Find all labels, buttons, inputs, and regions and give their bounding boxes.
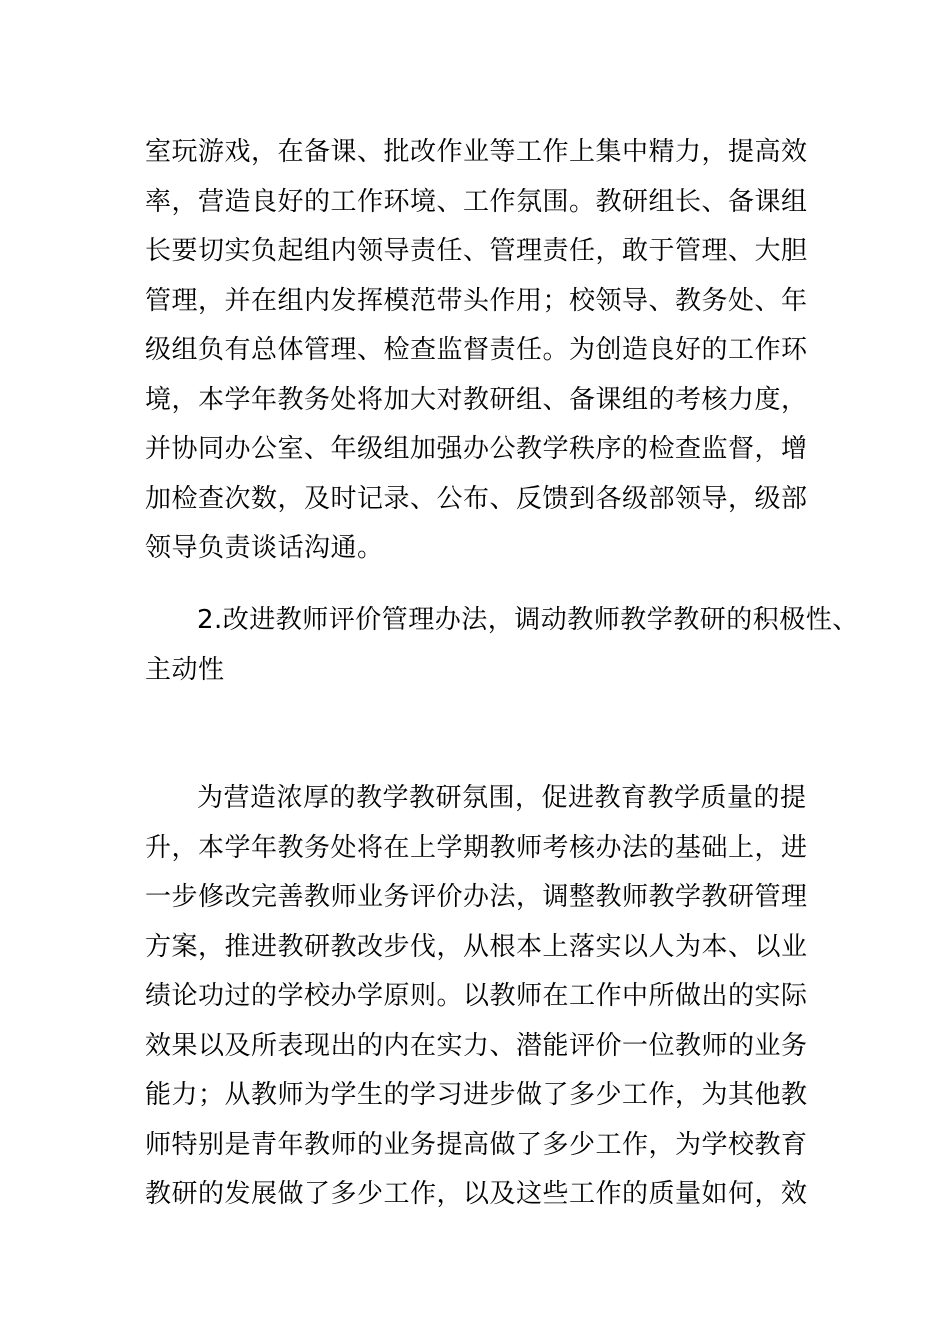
paragraph-line: 室玩游戏，在备课、批改作业等工作上集中精力，提高效 [145,137,808,167]
paragraph-line: 管理，并在组内发挥模范带头作用；校领导、教务处、年 [145,285,808,316]
heading-line: 2.改进教师评价管理办法，调动教师教学教研的积极性、 [197,605,859,635]
paragraph-line: 领导负责谈话沟通。 [145,533,384,563]
paragraph-line: 一步修改完善教师业务评价办法，调整教师教学教研管理 [145,882,808,912]
paragraph-line: 为营造浓厚的教学教研氛围，促进教育教学质量的提 [197,783,807,813]
paragraph-line: 教研的发展做了多少工作，以及这些工作的质量如何，效 [145,1179,808,1209]
paragraph-line: 长要切实负起组内领导责任、管理责任，敢于管理、大胆 [145,236,808,266]
paragraph-line: 能力；从教师为学生的学习进步做了多少工作，为其他教 [145,1080,808,1110]
paragraph-line: 率，营造良好的工作环境、工作氛围。教研组长、备课组 [145,186,808,217]
paragraph-2 [145,774,825,1220]
paragraph-line: 境，本学年教务处将加大对教研组、备课组的考核力度， [145,384,808,415]
section-heading [145,596,859,695]
paragraph-line: 师特别是青年教师的业务提高做了多少工作，为学校教育 [145,1129,808,1160]
paragraph-line: 并协同办公室、年级组加强办公教学秩序的检查监督，增 [145,434,808,464]
paragraph-1 [145,128,825,574]
heading-line: 主动性 [145,654,225,685]
paragraph-line: 级组负有总体管理、检查监督责任。为创造良好的工作环 [145,335,808,365]
paragraph-line: 升，本学年教务处将在上学期教师考核办法的基础上，进 [145,832,808,863]
paragraph-line: 方案，推进教研教改步伐，从根本上落实以人为本、以业 [145,931,808,962]
paragraph-line: 绩论功过的学校办学原则。以教师在工作中所做出的实际 [145,981,808,1011]
paragraph-line: 效果以及所表现出的内在实力、潜能评价一位教师的业务 [145,1030,808,1061]
paragraph-line: 加检查次数，及时记录、公布、反馈到各级部领导，级部 [145,483,808,514]
